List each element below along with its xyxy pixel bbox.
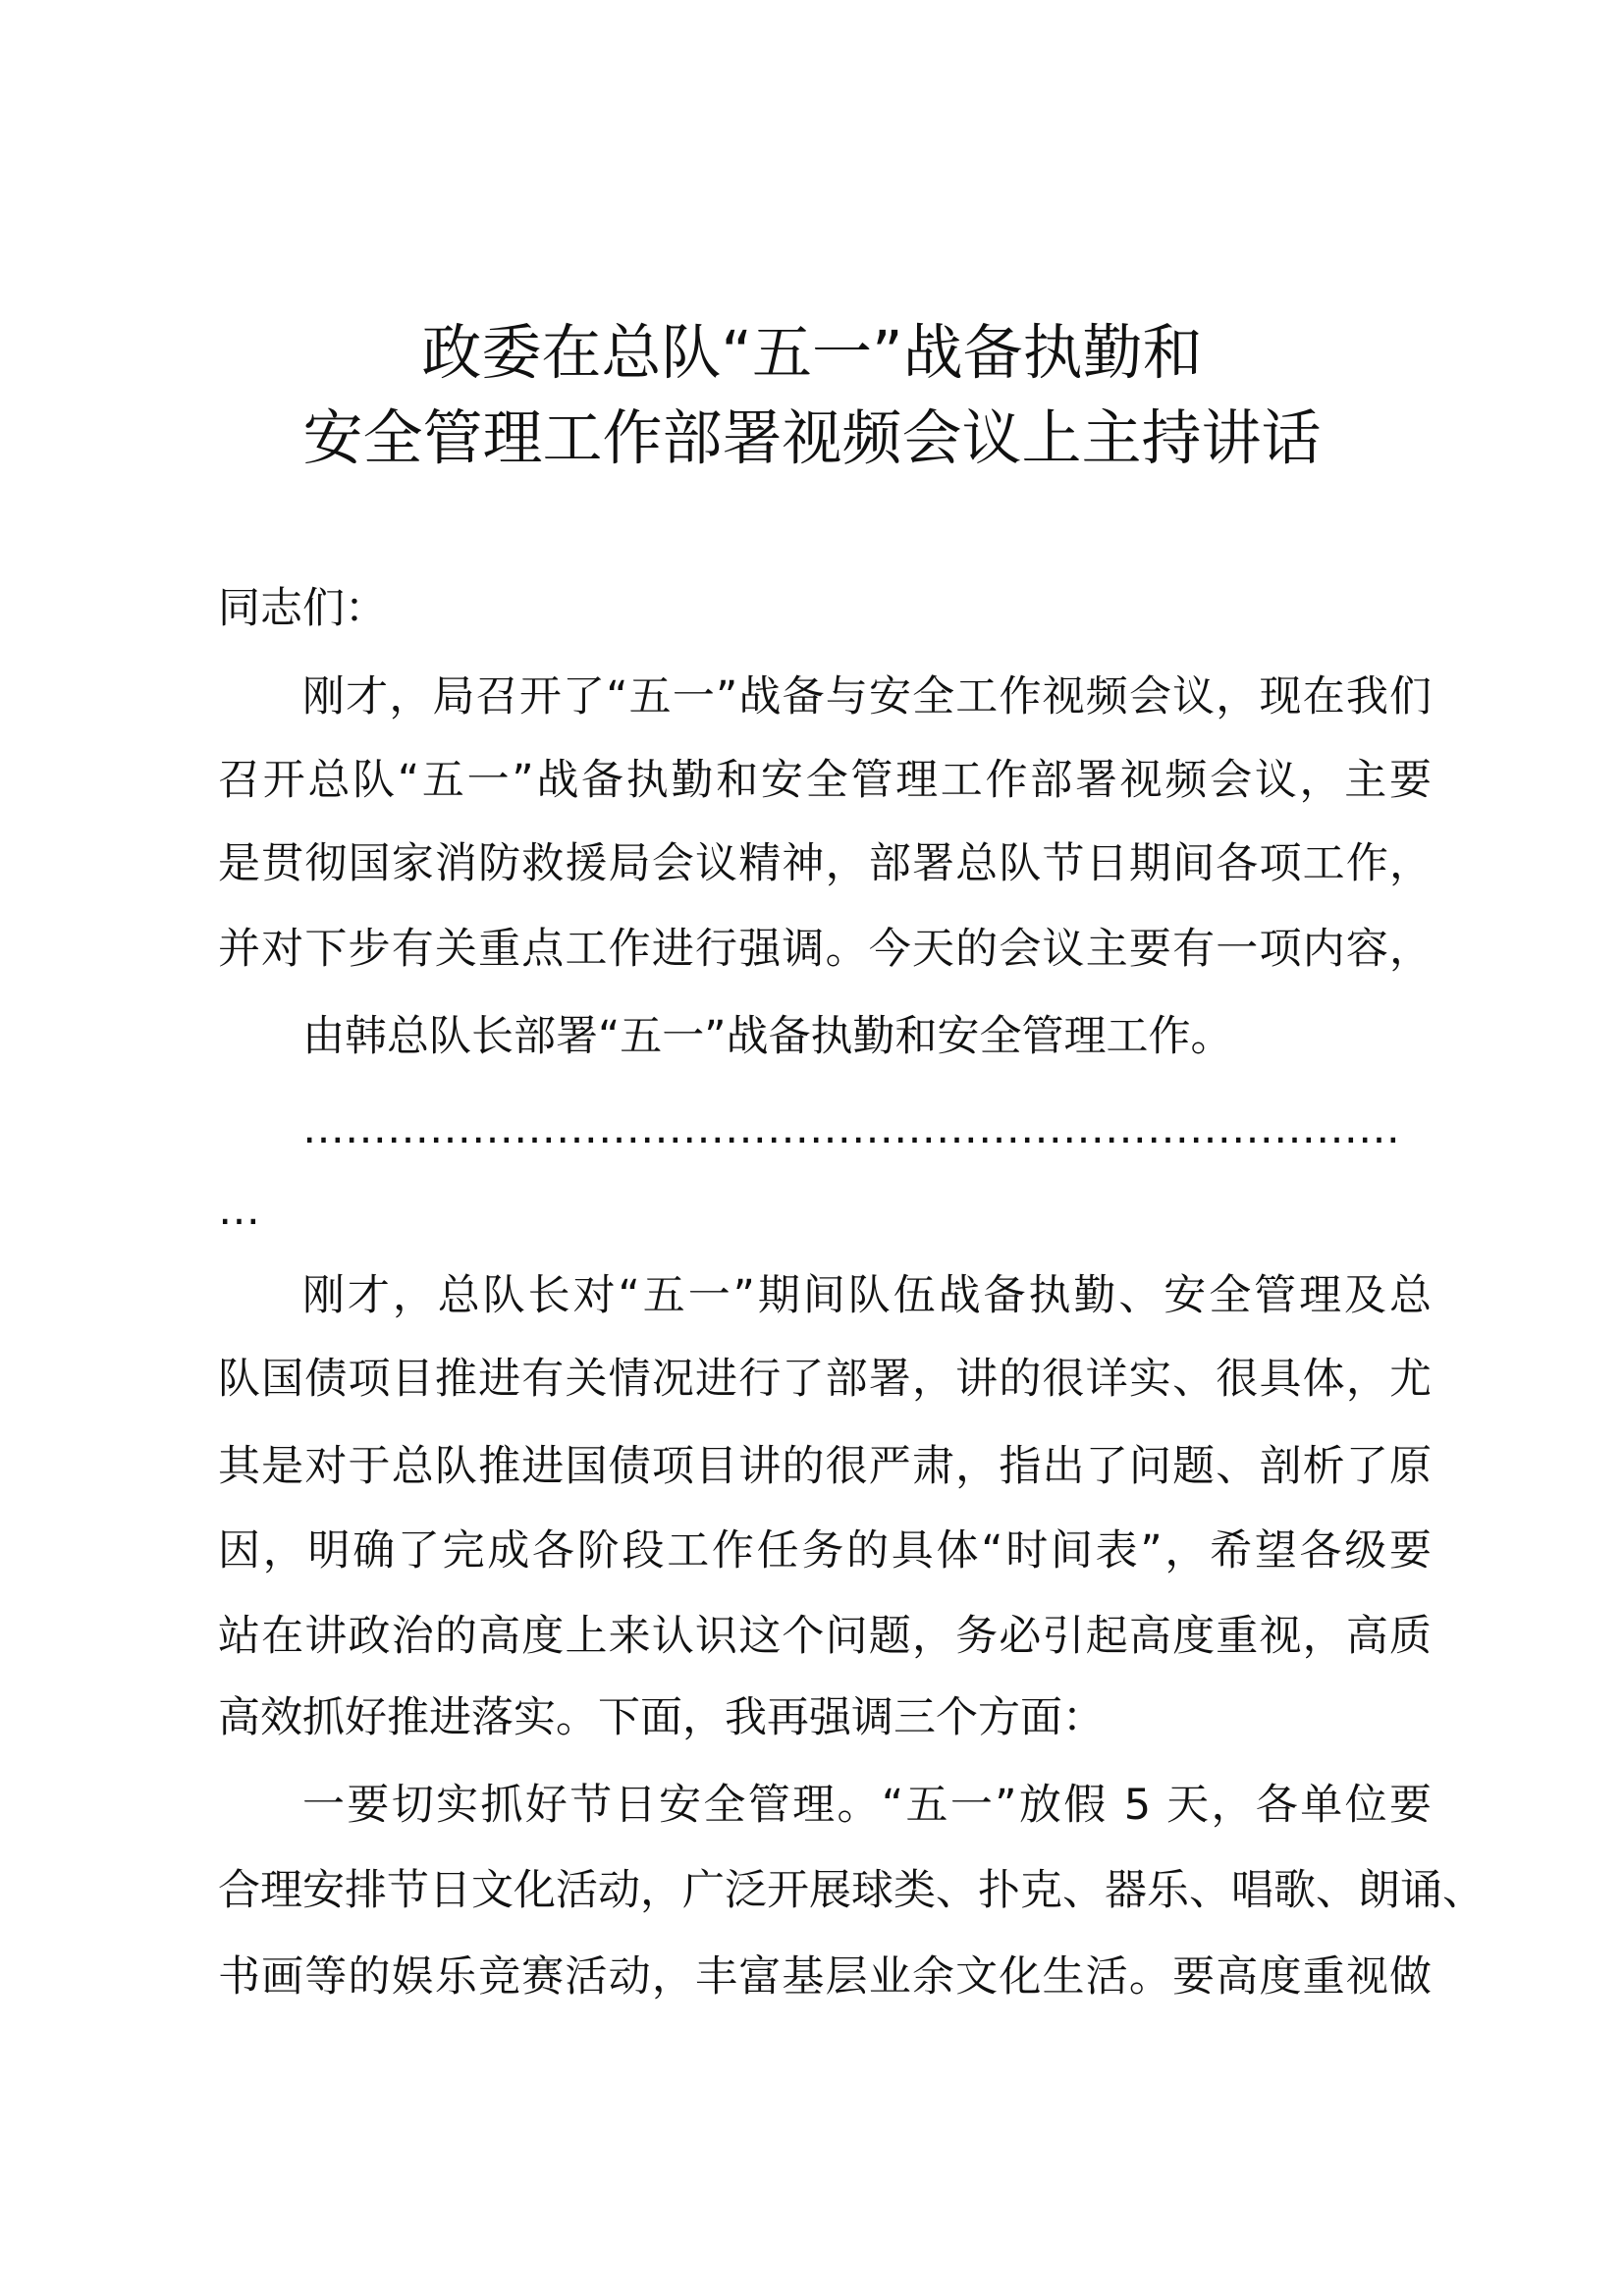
- paragraph-line: 其是对于总队推进国债项目讲的很严肃，指出了问题、剖析了原: [218, 1442, 1432, 1491]
- paragraph-line: 队国债项目推进有关情况进行了部署，讲的很详实、很具体，尤: [218, 1355, 1432, 1404]
- paragraph-line: 并对下步有关重点工作进行强调。今天的会议主要有一项内容，: [218, 925, 1432, 974]
- paragraph-line: 是贯彻国家消防救援局会议精神，部署总队节日期间各项工作，: [218, 839, 1432, 888]
- salutation: 同志们：: [218, 584, 387, 633]
- document-title-line-1: 政委在总队“五一”战备执勤和: [421, 318, 1203, 388]
- paragraph-line: 站在讲政治的高度上来认识这个问题，务必引起高度重视，高质: [218, 1612, 1432, 1661]
- paragraph-line: 刚才，总队长对“五一”期间队伍战备执勤、安全管理及总: [302, 1271, 1432, 1320]
- paragraph-line: 由韩总队长部署“五一”战备执勤和安全管理工作。: [302, 1012, 1233, 1061]
- paragraph-line: 合理安排节日文化活动，广泛开展球类、扑克、器乐、唱歌、朗诵、: [218, 1866, 1485, 1915]
- paragraph-line: 高效抓好推进落实。下面，我再强调三个方面：: [218, 1693, 1105, 1742]
- paragraph-line: 因，明确了完成各阶段工作任务的具体“时间表”，希望各级要: [218, 1526, 1432, 1575]
- ellipsis-line: …: [218, 1186, 260, 1235]
- paragraph-line: 书画等的娱乐竞赛活动，丰富基层业余文化生活。要高度重视做: [218, 1952, 1432, 2002]
- paragraph-line: 刚才，局召开了“五一”战备与安全工作视频会议，现在我们: [302, 672, 1432, 721]
- paragraph-line: 一要切实抓好节日安全管理。“五一”放假 5 天，各单位要: [302, 1781, 1432, 1830]
- document-title-line-2: 安全管理工作部署视频会议上主持讲话: [302, 403, 1322, 473]
- paragraph-line: 召开总队“五一”战备执勤和安全管理工作部署视频会议，主要: [218, 756, 1432, 805]
- ellipsis-line: ……………………………………………………………………: [302, 1104, 1400, 1153]
